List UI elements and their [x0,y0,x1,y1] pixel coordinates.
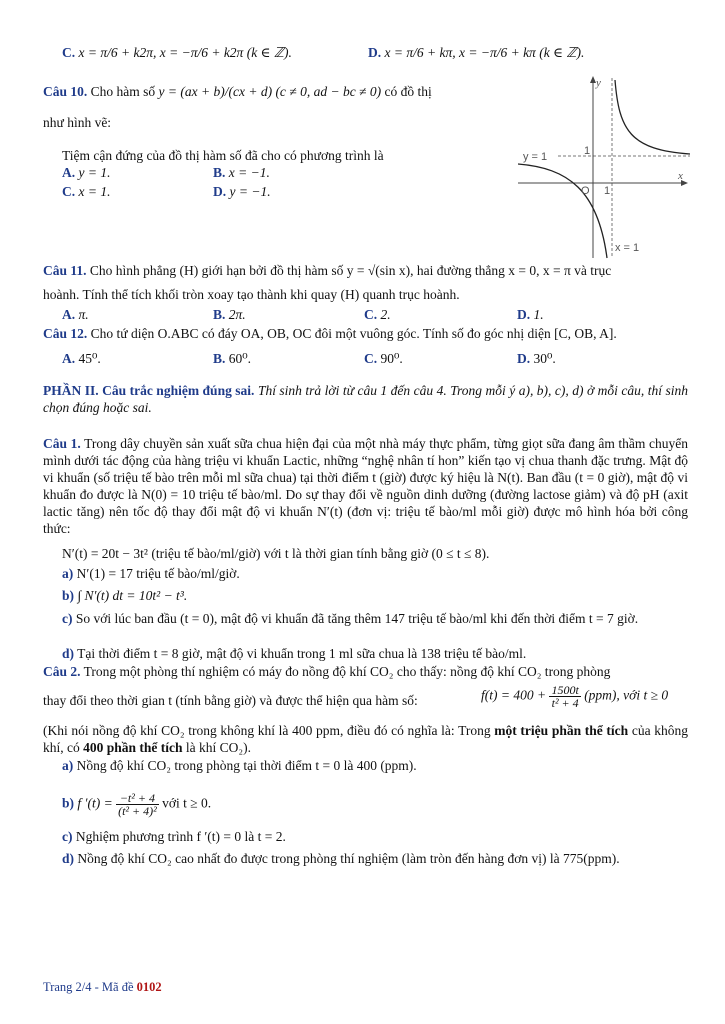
p2q2-note: (Khi nói nồng độ khí CO₂ trong không khí là 400 ppm, điều đó có nghĩa là: Trong một triệu phần thể tích của không khí, có 400 phần thể tích là khí CO₂). [43,723,689,755]
q11-option-c[interactable]: C. 2. [364,307,391,322]
p2-question-1: Câu 1. Trong dây chuyền sản xuất sữa chua hiện đại của một nhà máy thực phẩm, từng giọt sữa đang âm thầm chuyển mình dưới tác động của hàng triệu vi khuẩn Lactic, những “nghệ nhân tí hon” kiến tạo vị chua thanh đặc trưng. Mật độ vi khuẩn (số triệu tế bào trên mỗi ml sữa chua) tại thời điểm t (giờ) được ký hiệu là N(t). Ban đầu (t = 0 giờ), mật độ vi khuẩn đo được là N(0) = 10 triệu tế bào/ml. Do sự thay đổi về nguồn dinh dưỡng (đường lactose giảm) và độ pH (axit lactic tăng) nên tốc độ thay đổi mật độ vi khuẩn N′(t) (đơn vị: triệu tế bào/ml mỗi giờ) được mô hình hóa bởi công thức: [43,436,688,536]
q12-option-c[interactable]: C. 90⁰. [364,351,403,366]
p2q1-item-d[interactable]: d) Tại thời điểm t = 8 giờ, mật độ vi khuẩn trong 1 ml sữa chua là 138 triệu tế bào/ml. [62,646,527,661]
q10-option-c[interactable]: C. x = 1. [62,184,111,199]
question-10-prompt: Tiệm cận đứng của đồ thị hàm số đã cho có phương trình là [62,148,384,163]
q12-option-b[interactable]: B. 60⁰. [213,351,252,366]
q11-option-a[interactable]: A. π. [62,307,89,322]
question-10: Câu 10. Cho hàm số y = (ax + b)/(cx + d) (c ≠ 0, ad − bc ≠ 0) có đồ thị [43,84,432,99]
p2q1-item-b[interactable]: b) ∫ N′(t) dt = 10t² − t³. [62,588,188,603]
q12-option-d[interactable]: D. 30⁰. [517,351,556,366]
question-12: Câu 12. Cho tứ diện O.ABC có đáy OA, OB, OC đôi một vuông góc. Tính số đo góc nhị diện [C, OB, A]. [43,326,617,341]
p2q2-item-a[interactable]: a) Nồng độ khí CO₂ trong phòng tại thời điểm t = 0 là 400 (ppm). [62,758,417,773]
tick-one-label: 1 [604,185,611,197]
prev-option-c: C. x = π/6 + k2π, x = −π/6 + k2π (k ∈ ℤ). [62,45,292,60]
part-2-header: PHẦN II. Câu trắc nghiệm đúng sai. Thí sinh trả lời từ câu 1 đến câu 4. Trong mỗi ý a), b), c), d) ở mỗi câu, thí sinh chọn đúng hoặc sai. [43,383,689,415]
x-axis-label: x [678,170,683,182]
prev-option-d: D. x = π/6 + kπ, x = −π/6 + kπ (k ∈ ℤ). [368,45,585,60]
q12-option-a[interactable]: A. 45⁰. [62,351,101,366]
p2-question-2: Câu 2. Trong một phòng thí nghiệm có máy đo nồng độ khí CO₂ cho thấy: nồng độ khí CO₂ trong phòng [43,664,611,679]
q11-option-d[interactable]: D. 1. [517,307,544,322]
page-footer: Trang 2/4 - Mã đề 0102 [43,980,162,994]
tick-one-y-label: 1 [584,145,591,157]
q10-option-b[interactable]: B. x = −1. [213,165,270,180]
q10-option-a[interactable]: A. y = 1. [62,165,111,180]
origin-label: O [581,185,590,197]
curve-left-branch [518,164,607,258]
curve-right-branch [615,80,690,154]
horizontal-asymptote-label: y = 1 [523,151,548,163]
q11-option-b[interactable]: B. 2π. [213,307,246,322]
question-11: Câu 11. Cho hình phẳng (H) giới hạn bởi đồ thị hàm số y = √(sin x), hai đường thẳng x = 0, x = π và trục [43,263,612,278]
hyperbola-graph [518,70,690,260]
p2q2-item-c[interactable]: c) Nghiệm phương trình f ′(t) = 0 là t = 2. [62,829,286,844]
p2q1-formula: N′(t) = 20t − 3t² (triệu tế bào/ml/giờ) với t là thời gian tính bằng giờ (0 ≤ t ≤ 8). [62,546,490,561]
p2q2-function-line: thay đổi theo thời gian t (tính bằng giờ) và được thể hiện qua hàm số: f(t) = 400 + $\frac{1500t}{\text{t² + 4}}$ (ppm), với t ≥ 0 [43,683,669,710]
question-11-cont: hoành. Tính thể tích khối tròn xoay tạo thành khi quay (H) quanh trục hoành. [43,287,460,302]
p2q2-function: f(t) = 400 + $\frac{1500t}{\text{t² + 4}}$ (ppm), với t ≥ 0 [481,683,669,710]
p2q2-item-d[interactable]: d) Nồng độ khí CO₂ cao nhất đo được trong phòng thí nghiệm (làm tròn đến hàng đơn vị) là 775(ppm). [62,851,620,866]
p2q2-item-b[interactable]: b) f ′(t) = $\frac{\text{−t² + 4}}{\text{(t² + 4)²}}$ với t ≥ 0. [62,791,212,818]
q10-option-d[interactable]: D. y = −1. [213,184,271,199]
p2q1-item-a[interactable]: a) N′(1) = 17 triệu tế bào/ml/giờ. [62,566,240,581]
p2q1-item-c[interactable]: c) So với lúc ban đầu (t = 0), mật độ vi khuẩn đã tăng thêm 147 triệu tế bào/ml khi đến thời điểm t = 7 giờ. [62,611,639,626]
vertical-asymptote-label: x = 1 [615,242,640,254]
y-axis-label: y [596,77,601,89]
question-10-cont: như hình vẽ: [43,115,112,130]
